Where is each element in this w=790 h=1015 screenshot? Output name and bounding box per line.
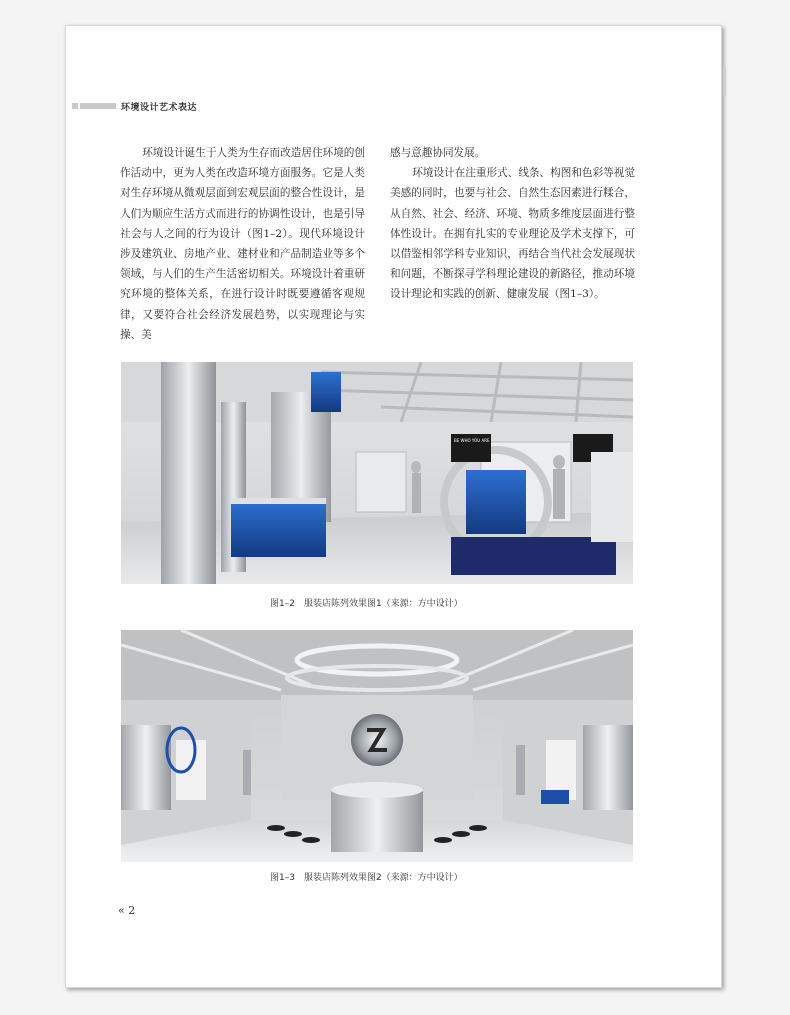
running-header: 环境设计艺术表达 xyxy=(121,103,198,113)
page-number: « 2 xyxy=(118,904,136,917)
header-bar xyxy=(80,103,116,109)
paragraph-continuation: 感与意趣协同发展。 xyxy=(390,147,486,159)
figure-1-3-image xyxy=(121,630,633,862)
figure-1-3-caption: 图1–3 服装店陈列效果图2（来源：方中设计） xyxy=(270,873,463,883)
paragraph: 环境设计诞生于人类为生存而改造居住环境的创作活动中，更为人类在改造环境方面服务。它是人类对生存环境从微观层面到宏观层面的整合性设计，是人们为顺应生活方式而进行的协调性设计，也是引导社会与人之间的行为设计（图1–2）。现代环境设计涉及建筑业、房地产业、建材业和产品制造业等多个领域，与人们的生产生活密切相关。环境设计着重研究环境的整体关系，在进行设计时既要遵循客观规律，又要符合社会经济发展趋势，以实现理论与实操、美 xyxy=(120,147,365,341)
store-sign-text: BE WHO YOU ARE xyxy=(454,438,490,443)
body-column-right xyxy=(390,143,635,305)
body-column-left xyxy=(120,143,365,345)
paragraph: 环境设计在注重形式、线条、构图和色彩等视觉美感的同时，也要与社会、自然生态因素进行糅合，从自然、社会、经济、环境、物质多维度层面进行整体性设计。在拥有扎实的专业理论及学术支撑下，可以借鉴相邻学科专业知识，再结合当代社会发展现状和问题，不断探寻学科理论建设的新路径，推动环境设计理论和实践的创新、健康发展（图1–3）。 xyxy=(390,167,635,301)
figure-1-2-caption: 图1–2 服装店陈列效果图1（来源：方中设计） xyxy=(270,599,463,609)
page-edge-marker xyxy=(723,68,726,96)
figure-1-2-image xyxy=(121,362,633,584)
